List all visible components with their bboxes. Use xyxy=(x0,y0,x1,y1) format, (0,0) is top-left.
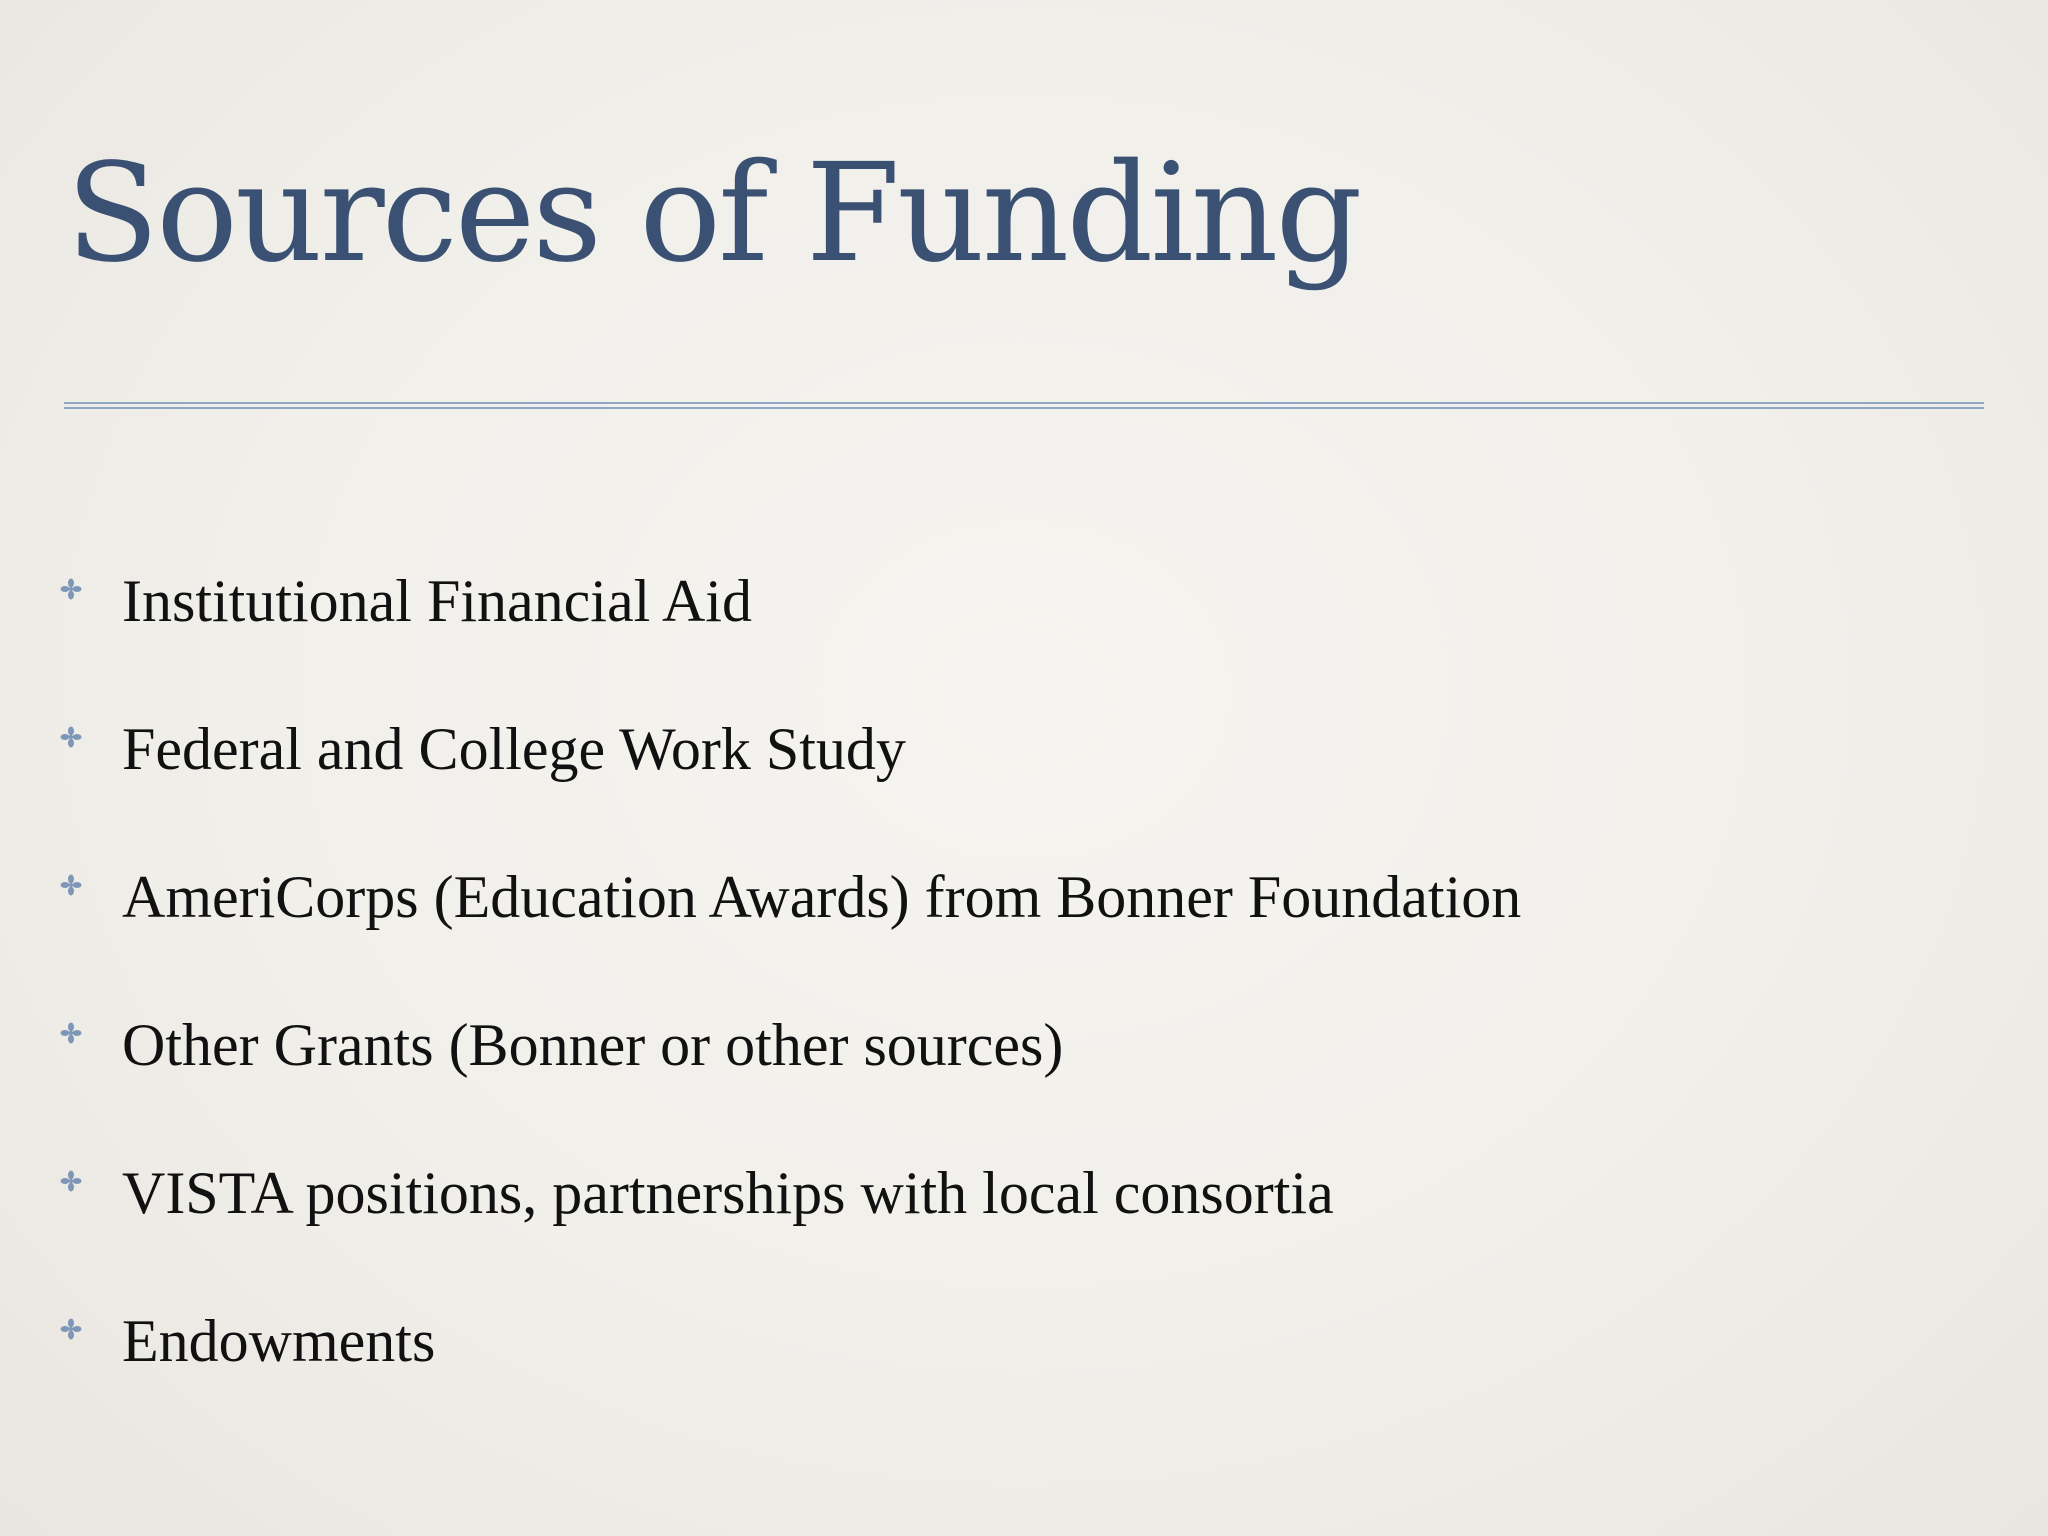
bullet-text: AmeriCorps (Education Awards) from Bonner Foundation xyxy=(122,864,1522,930)
bullet-text: Institutional Financial Aid xyxy=(122,568,752,634)
bullet-item xyxy=(60,856,1521,1004)
bullet-text: Other Grants (Bonner or other sources) xyxy=(122,1012,1064,1078)
fleuron-bullet-icon xyxy=(60,708,122,748)
divider-line-top xyxy=(64,402,1984,404)
fleuron-bullet-icon xyxy=(60,1152,122,1192)
bullet-item xyxy=(60,1004,1521,1152)
title-divider xyxy=(64,402,1984,409)
bullet-list xyxy=(60,560,1521,1448)
fleuron-bullet-icon xyxy=(60,1300,122,1340)
fleuron-bullet-icon xyxy=(60,1004,122,1044)
fleuron-bullet-icon xyxy=(60,856,122,896)
bullet-text: VISTA positions, partnerships with local consortia xyxy=(122,1160,1334,1226)
bullet-item xyxy=(60,560,1521,708)
divider-line-bottom xyxy=(64,407,1984,409)
bullet-text: Federal and College Work Study xyxy=(122,716,906,782)
bullet-item xyxy=(60,1152,1521,1300)
bullet-text: Endowments xyxy=(122,1308,436,1374)
fleuron-bullet-icon xyxy=(60,560,122,600)
bullet-item xyxy=(60,708,1521,856)
slide-title: Sources of Funding xyxy=(66,135,1360,293)
bullet-item xyxy=(60,1300,1521,1448)
